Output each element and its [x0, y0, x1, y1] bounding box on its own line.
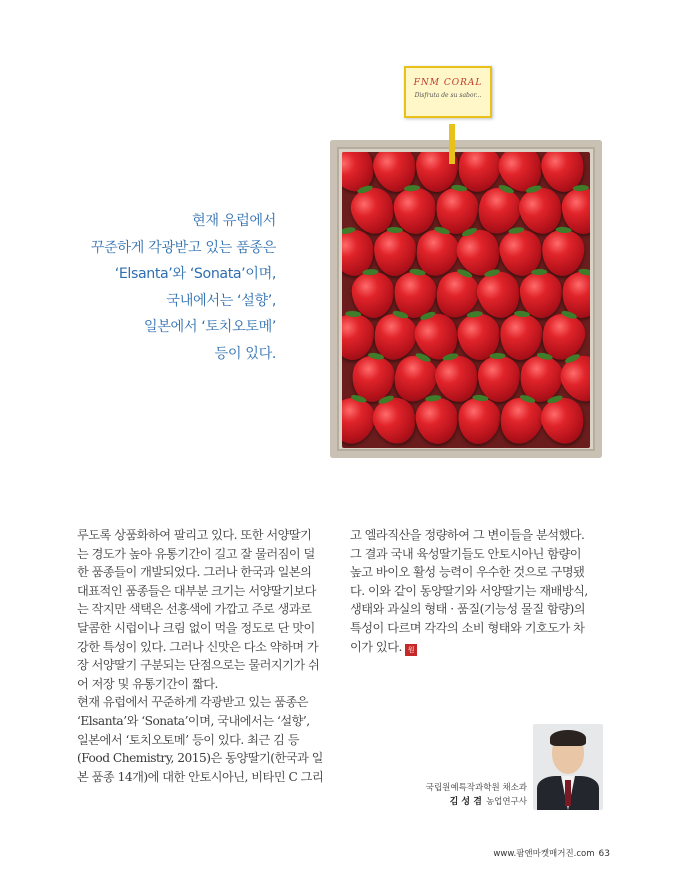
body-line: 특성이 다르며 각각의 소비 형태와 기호도가 차 [350, 620, 585, 635]
strawberry-pile [342, 152, 590, 448]
body-line: 다. 이와 같이 동양딸기와 서양딸기는 재배방식, [350, 583, 588, 598]
pull-quote-line: 일본에서 ‘토치오토메’ [143, 319, 276, 335]
body-line: 는 작지만 색택은 선홍색에 가깝고 주로 생과로 [77, 602, 312, 617]
crate [330, 140, 602, 458]
author-photo [533, 724, 603, 810]
body-line: 달콤한 시럽이나 크림 없이 먹을 정도로 단 맛이 [77, 620, 315, 635]
strawberry [413, 396, 460, 447]
pull-quote-line: 국내에서는 ‘설향’, [166, 292, 276, 309]
body-line-last [350, 638, 615, 657]
body-line: 대표적인 품종들은 대부분 크기는 서양딸기보다 [77, 583, 316, 598]
pull-quote-line: 꾸준하게 각광받고 있는 품종은 [90, 239, 276, 256]
body-line: 고 엘라직산을 정량하여 그 변이들을 분석했다. [350, 528, 585, 542]
page-number: 63 [598, 849, 610, 859]
body-line: 장 서양딸기 구분되는 단점으로는 물러지기가 쉬 [77, 658, 320, 673]
author-name: 김 성 겸 [449, 797, 482, 807]
author-byline [426, 781, 527, 809]
pull-quote [60, 208, 276, 367]
body-line: 어 저장 및 유통기간이 짧다. [77, 676, 218, 691]
body-column-right [350, 526, 615, 656]
body-line: (Food Chemistry, 2015)은 동양딸기(한국과 일 [77, 751, 323, 766]
price-tag-stick [449, 124, 455, 164]
strawberry-crate-photo [322, 78, 612, 470]
article-end-mark: 원 [405, 644, 417, 656]
body-line: 그 결과 국내 육성딸기들도 안토시아닌 함량이 [350, 546, 582, 561]
tag-subtitle: Disfruta de su sabor... [414, 92, 482, 99]
strawberry [456, 396, 503, 446]
author-role: 농업연구사 [485, 797, 527, 807]
author-tie [565, 780, 571, 806]
author-hair [550, 730, 586, 746]
body-line: 강한 특성이 있다. 그러나 신맛은 다소 약하며 가 [77, 639, 319, 654]
body-column-left [77, 526, 342, 786]
body-line: 루도록 상품화하여 팔리고 있다. 또한 서양딸기 [77, 528, 312, 542]
body-line: 현재 유럽에서 꾸준하게 각광받고 있는 품종은 [77, 695, 309, 710]
body-line: 생태와 과실의 형태 · 품질(기능성 물질 함량)의 [350, 602, 586, 617]
page-footer [493, 847, 610, 859]
pull-quote-line: 현재 유럽에서 [192, 213, 276, 229]
tag-brand: FNM CORAL [413, 78, 483, 88]
price-tag [404, 66, 492, 118]
body-line: ‘Elsanta’와 ‘Sonata’이며, 국내에서는 ‘설향’, [77, 713, 310, 728]
author-affiliation: 국립원예특작과학원 채소과 [425, 783, 527, 793]
pull-quote-line: 등이 있다. [214, 345, 276, 362]
body-line: 한 품종들이 개발되었다. 그러나 한국과 일본의 [77, 565, 312, 580]
pull-quote-line: ‘Elsanta’와 ‘Sonata’이며, [114, 266, 276, 282]
footer-url[interactable]: www.팜앤마켓매거진.com [493, 849, 595, 859]
body-line: 일본에서 ‘토치오토메’ 등이 있다. 최근 김 등 [77, 732, 300, 747]
body-line: 본 품종 14개)에 대한 안토시아닌, 비타민 C 그리 [77, 769, 324, 784]
body-last-text: 이가 있다. [350, 639, 402, 654]
body-line: 높고 바이오 활성 능력이 우수한 것으로 구명됐 [350, 565, 585, 580]
body-line: 는 경도가 높아 유통기간이 길고 잘 물러짐이 덜 [77, 546, 315, 561]
